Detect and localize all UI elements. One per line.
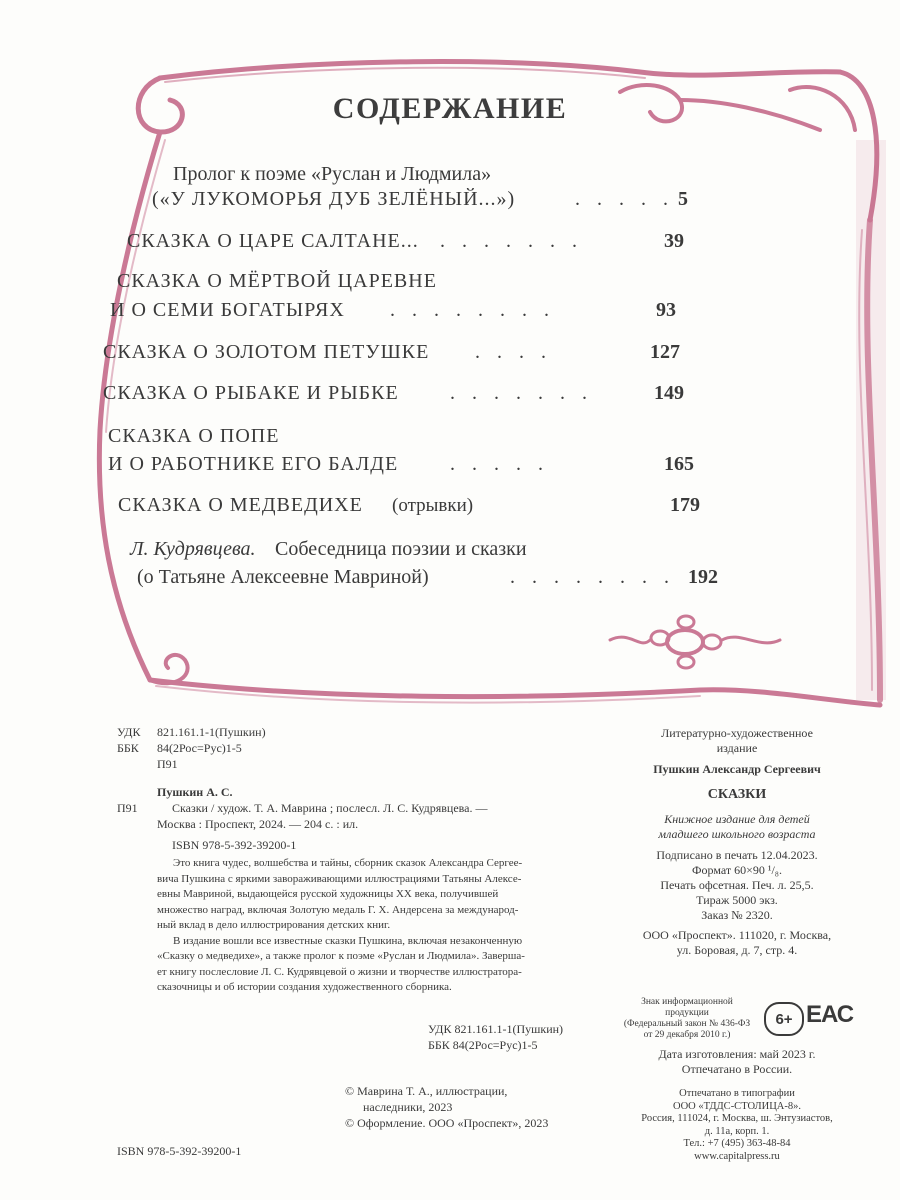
imprint-print: Печать офсетная. Печ. л. 25,5.: [660, 878, 814, 892]
udk-repeat: УДК 821.161.1-1(Пушкин): [428, 1022, 564, 1036]
printer-phone: Тел.: +7 (495) 363-48-84: [683, 1138, 791, 1149]
toc-entry-3-dots: . . . . . . . .: [390, 299, 555, 321]
annotation-line: евны Мавриной, выдающейся русской художницы XX века, получившей: [157, 888, 499, 900]
copyright-illustrations: © Маврина Т. А., иллюстрации,: [345, 1084, 508, 1098]
eac-mark: ЕАС: [806, 1001, 854, 1028]
manufacture-date: Дата изготовления: май 2023 г.: [658, 1047, 816, 1061]
toc-entry-3-page: 93: [656, 299, 676, 321]
imprint-publisher-2: ул. Боровая, д. 7, стр. 4.: [676, 943, 798, 957]
annotation-line: сказочницы и об истории создания художественного сборника.: [157, 981, 452, 993]
toc-entry-1-line2: («У ЛУКОМОРЬЯ ДУБ ЗЕЛЁНЫЙ...»): [152, 188, 516, 210]
toc-entry-6-line2: И О РАБОТНИКЕ ЕГО БАЛДЕ: [108, 453, 399, 475]
info-sign-law: (Федеральный закон № 436-ФЗ: [623, 1019, 751, 1029]
author-code: П91: [157, 757, 178, 771]
imprint-order: Заказ № 2320.: [701, 908, 773, 922]
imprint-signed: Подписано в печать 12.04.2023.: [656, 848, 818, 862]
toc-entry-5-page: 149: [654, 382, 684, 404]
toc-entry-2-page: 39: [664, 230, 684, 252]
annotation-line: Это книга чудес, волшебства и тайны, сборник сказок Александра Сергее-: [173, 857, 523, 869]
info-sign-label: Знак информационной: [641, 997, 733, 1007]
udk-value: 821.161.1-1(Пушкин): [157, 725, 266, 739]
info-sign-law-date: от 29 декабря 2010 г.): [643, 1030, 731, 1040]
toc-entry-6-dots: . . . . .: [450, 453, 549, 475]
annotation-line: множество наград, включая Золотую медаль Г. Х. Андерсена за международ-: [157, 903, 519, 916]
description-line1: Сказки / худож. Т. А. Маврина ; послесл. Л. С. Кудрявцева. —: [172, 801, 488, 815]
printer-address: Россия, 111024, г. Москва, ш. Энтузиастов,: [641, 1113, 833, 1124]
imprint-title: СКАЗКИ: [707, 787, 767, 802]
toc-entry-3-line2: И О СЕМИ БОГАТЫРЯХ: [110, 299, 345, 321]
annotation-line: ный вклад в дело иллюстрирования детских книг.: [157, 919, 391, 931]
imprint-genre: Литературно-художественное: [661, 726, 813, 740]
printed-in-russia: Отпечатано в России.: [681, 1062, 793, 1076]
description-line2: Москва : Проспект, 2024. — 204 с. : ил.: [157, 817, 359, 831]
toc-entry-8-line2: (о Татьяне Алексеевне Мавриной): [137, 566, 429, 588]
isbn-bottom: ISBN 978-5-392-39200-1: [117, 1144, 242, 1158]
toc-entry-7-title: СКАЗКА О МЕДВЕДИХЕ: [118, 494, 363, 516]
age-rating-text: 6+: [775, 1010, 793, 1028]
toc-entry-3-line1: СКАЗКА О МЁРТВОЙ ЦАРЕВНЕ: [117, 270, 437, 292]
toc-entry-5-title: СКАЗКА О РЫБАКЕ И РЫБКЕ: [103, 382, 399, 404]
info-sign-label-2: продукции: [665, 1008, 709, 1018]
copyright-heirs: наследники, 2023: [363, 1100, 453, 1114]
bbk-repeat: ББК 84(2Рос=Рус)1-5: [428, 1038, 538, 1052]
annotation-line: вича Пушкина с яркими завораживающими иллюстрациями Татьяны Алексе-: [157, 872, 522, 885]
toc-entry-1-dots: . . . . .: [575, 188, 674, 210]
toc-entry-6-page: 165: [664, 453, 694, 475]
toc-entry-8-author: Л. Кудрявцева.: [130, 538, 256, 560]
imprint-author: Пушкин Александр Сергеевич: [653, 762, 821, 776]
printer-label: Отпечатано в типографии: [679, 1088, 795, 1099]
udk-label: УДК: [117, 725, 141, 739]
age-rating-badge: [764, 1002, 804, 1036]
toc-entry-4-page: 127: [650, 341, 680, 363]
imprint-publisher: ООО «Проспект». 111020, г. Москва,: [642, 928, 832, 942]
copyright-design: © Оформление. ООО «Проспект», 2023: [345, 1116, 549, 1130]
printer-address-2: д. 11а, корп. 1.: [704, 1125, 770, 1137]
toc-entry-6-line1: СКАЗКА О ПОПЕ: [108, 425, 280, 447]
annotation-line: ет книгу послесловие Л. С. Кудрявцевой о жизни и творчестве иллюстратора-: [157, 965, 522, 978]
isbn-line: ISBN 978-5-392-39200-1: [172, 838, 297, 852]
toc-entry-8-page: 192: [688, 566, 718, 588]
toc-entry-7-note: (отрывки): [392, 495, 474, 516]
toc-entry-2-title: СКАЗКА О ЦАРЕ САЛТАНЕ...: [127, 230, 419, 252]
printer-name: ООО «ТДДС-СТОЛИЦА-8».: [672, 1100, 802, 1112]
toc-entry-1-line1: Пролог к поэме «Руслан и Людмила»: [173, 163, 492, 185]
printer-website: www.capitalpress.ru: [694, 1150, 780, 1162]
imprint-format: Формат 60×90 ¹/₈.: [692, 863, 782, 877]
toc-entry-8-line1: Собеседница поэзии и сказки: [275, 538, 527, 560]
author-heading: Пушкин А. С.: [157, 785, 233, 799]
toc-entry-4-title: СКАЗКА О ЗОЛОТОМ ПЕТУШКЕ: [103, 341, 430, 363]
toc-entry-7-page: 179: [670, 494, 700, 516]
imprint-audience-2: младшего школьного возраста: [658, 827, 816, 841]
toc-title: СОДЕРЖАНИЕ: [332, 92, 568, 125]
author-code-margin: П91: [117, 801, 138, 815]
toc-entry-4-dots: . . . .: [475, 341, 552, 363]
annotation-line: «Сказку о медведихе», а также пролог к поэме «Руслан и Людмила». Заверша-: [157, 950, 525, 962]
imprint-audience: Книжное издание для детей: [664, 812, 810, 826]
toc-entry-2-dots: . . . . . . .: [440, 230, 583, 252]
imprint-genre-2: издание: [716, 741, 758, 755]
bbk-value: 84(2Рос=Рус)1-5: [157, 741, 242, 755]
imprint-run: Тираж 5000 экз.: [696, 893, 778, 907]
toc-entry-5-dots: . . . . . . .: [450, 382, 593, 404]
bbk-label: ББК: [117, 741, 139, 755]
toc-entry-8-dots: . . . . . . . .: [510, 566, 675, 588]
annotation-line: В издание вошли все известные сказки Пушкина, включая незаконченную: [173, 934, 523, 947]
toc-entry-1-page: 5: [678, 188, 688, 210]
